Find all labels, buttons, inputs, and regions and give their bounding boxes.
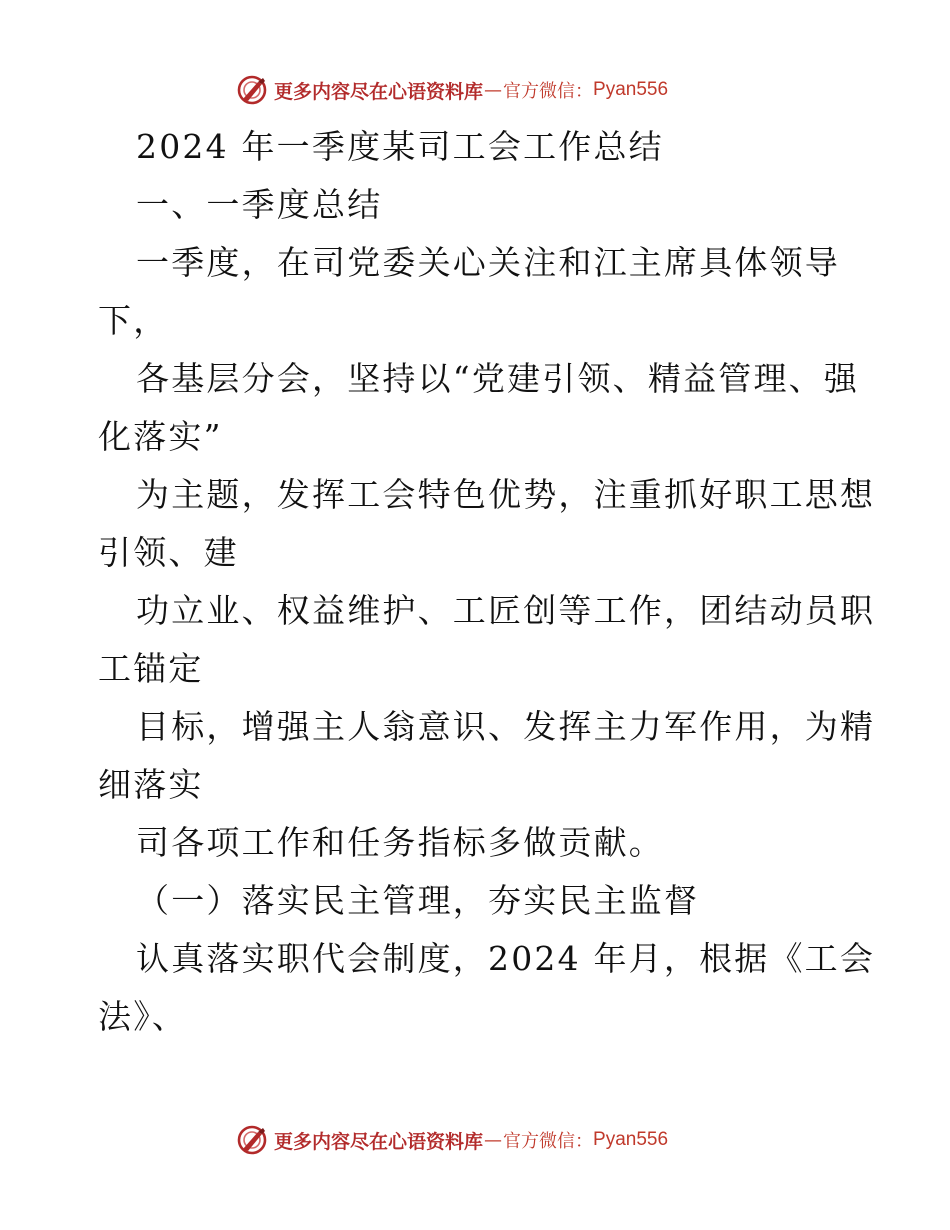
footer-banner bbox=[236, 1123, 716, 1157]
paragraph-line: 功立业、权益维护、工匠创等工作，团结动员职 bbox=[136, 591, 876, 630]
subsection-heading: （一）落实民主管理，夯实民主监督 bbox=[136, 881, 700, 920]
banner-subtitle: 官方微信： bbox=[503, 81, 594, 102]
banner-title: 更多内容尽在心语资料库 bbox=[274, 80, 484, 103]
paragraph-line: 司各项工作和任务指标多做贡献。 bbox=[136, 823, 664, 862]
paragraph-line: 法》、 bbox=[98, 997, 188, 1036]
paragraph-line: 下， bbox=[98, 301, 169, 340]
banner-wechat-id: Pyan556 bbox=[593, 1129, 669, 1150]
paragraph-line: 为主题，发挥工会特色优势，注重抓好职工思想 bbox=[136, 475, 876, 514]
pen-logo-icon bbox=[236, 1124, 268, 1156]
paragraph-line: 引领、建 bbox=[98, 533, 239, 572]
section-heading: 一、一季度总结 bbox=[136, 185, 383, 224]
paragraph-line: 细落实 bbox=[98, 765, 204, 804]
paragraph-line: 认真落实职代会制度，2024 年月，根据《工会 bbox=[136, 939, 876, 978]
paragraph-line: 各基层分会，坚持以“党建引领、精益管理、强 bbox=[136, 359, 860, 398]
banner-dash: — bbox=[484, 79, 503, 101]
paragraph-line: 一季度，在司党委关心关注和江主席具体领导 bbox=[136, 243, 840, 282]
banner-dash: — bbox=[484, 1129, 503, 1151]
banner-title: 更多内容尽在心语资料库 bbox=[274, 1130, 484, 1153]
banner-subtitle: 官方微信： bbox=[503, 1131, 594, 1152]
pen-logo-icon bbox=[236, 74, 268, 106]
paragraph-line: 目标，增强主人翁意识、发挥主力军作用，为精 bbox=[136, 707, 876, 746]
paragraph-line: 工锚定 bbox=[98, 649, 204, 688]
document-title: 2024 年一季度某司工会工作总结 bbox=[136, 127, 664, 166]
paragraph-line: 化落实” bbox=[98, 417, 223, 456]
banner-wechat-id: Pyan556 bbox=[593, 79, 669, 100]
header-banner bbox=[236, 73, 716, 107]
